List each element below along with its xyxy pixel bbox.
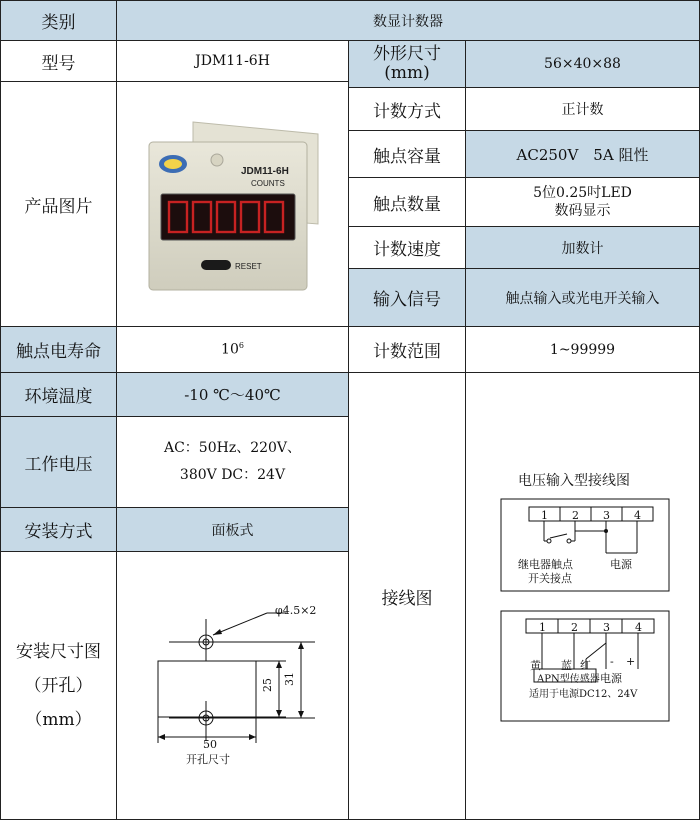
d2-terminal-3: 3 bbox=[603, 621, 610, 634]
d2-terminal-4: 4 bbox=[635, 621, 642, 634]
model-label: 型号 bbox=[41, 53, 76, 74]
contact-capacity-label: 触点容量 bbox=[373, 146, 441, 167]
wiring-label-cell bbox=[348, 372, 466, 820]
device-model-text: JDM11-6H bbox=[240, 166, 289, 177]
size-label-cell bbox=[348, 40, 466, 88]
count-speed-value-cell bbox=[465, 226, 700, 269]
input-signal-label-cell bbox=[348, 268, 466, 327]
cutout-diagram bbox=[117, 552, 350, 821]
count-range-label: 计数范围 bbox=[373, 342, 441, 362]
d2-terminal-1: 1 bbox=[539, 621, 546, 634]
temperature-label: 环境温度 bbox=[24, 387, 93, 407]
dim-25: 25 bbox=[261, 678, 274, 692]
voltage-label: 工作电压 bbox=[24, 454, 93, 475]
temperature-value-cell bbox=[116, 372, 349, 417]
voltage-value-line2: 380V DC：24V bbox=[179, 467, 286, 483]
mounting-value-cell bbox=[116, 507, 349, 552]
photo-label: 产品图片 bbox=[24, 196, 93, 217]
product-photo bbox=[133, 114, 333, 294]
cutout-label-line2: （开孔） bbox=[24, 675, 93, 696]
contact-life-value: $10^6$ bbox=[221, 341, 244, 358]
voltage-label-cell bbox=[0, 416, 117, 508]
hole-note: φ4.5×2 bbox=[275, 604, 317, 617]
size-label-line2: (mm) bbox=[384, 63, 430, 83]
count-range-value-cell bbox=[465, 326, 700, 373]
d2-plus-label: + bbox=[626, 655, 636, 668]
model-value: JDM11-6H bbox=[195, 53, 270, 69]
temperature-label-cell bbox=[0, 372, 117, 417]
device-sub-text: COUNTS bbox=[250, 179, 285, 188]
d2-sensor-label: APN型传感器 bbox=[537, 674, 600, 685]
temperature-value: -10 ℃～40℃ bbox=[184, 386, 281, 404]
contact-capacity-label-cell bbox=[348, 130, 466, 178]
count-range-label-cell bbox=[348, 326, 466, 373]
count-mode-label: 计数方式 bbox=[373, 101, 441, 122]
wiring-diagrams bbox=[466, 373, 700, 821]
d2-yellow-label: 黄 bbox=[530, 659, 541, 672]
contact-life-value-cell bbox=[116, 326, 349, 373]
photo-cell bbox=[116, 81, 349, 327]
device-reset-text: RESET bbox=[234, 262, 262, 271]
d1-power-label: 电源 bbox=[610, 558, 632, 571]
count-speed-value: 加数计 bbox=[561, 240, 604, 257]
size-value: 56×40×88 bbox=[544, 56, 621, 72]
dim-50: 50 bbox=[203, 738, 217, 751]
category-label-cell bbox=[0, 0, 117, 41]
cutout-label-cell bbox=[0, 551, 117, 820]
contact-count-value-cell bbox=[465, 177, 700, 227]
wiring-label: 接线图 bbox=[381, 588, 433, 609]
contact-life-label-cell bbox=[0, 326, 117, 373]
d2-terminal-2: 2 bbox=[571, 621, 578, 634]
category-label: 类别 bbox=[41, 13, 76, 33]
cutout-caption: 开孔尺寸 bbox=[186, 753, 230, 766]
wiring-title: 电压输入型接线图 bbox=[518, 473, 630, 489]
cutout-label-line3: （mm） bbox=[25, 709, 92, 730]
d2-note: 适用于电源DC12、24V bbox=[529, 689, 638, 700]
d2-minus-label: - bbox=[610, 655, 614, 668]
count-mode-value: 正计数 bbox=[561, 102, 604, 118]
mounting-value: 面板式 bbox=[211, 522, 254, 539]
input-signal-value: 触点输入或光电开关输入 bbox=[505, 290, 660, 307]
mounting-label: 安装方式 bbox=[24, 522, 93, 542]
contact-capacity-value: AC250V 5A 阻性 bbox=[516, 145, 649, 164]
wiring-diagram-cell bbox=[465, 372, 700, 820]
contact-life-label: 触点电寿命 bbox=[16, 342, 101, 362]
model-label-cell bbox=[0, 40, 117, 82]
count-mode-value-cell bbox=[465, 87, 700, 131]
contact-count-value-line2: 数码显示 bbox=[554, 203, 611, 219]
contact-count-label-cell bbox=[348, 177, 466, 227]
size-value-cell bbox=[465, 40, 700, 88]
count-speed-label-cell bbox=[348, 226, 466, 269]
count-mode-label-cell bbox=[348, 87, 466, 131]
input-signal-value-cell bbox=[465, 268, 700, 327]
count-speed-label: 计数速度 bbox=[373, 240, 441, 260]
mounting-label-cell bbox=[0, 507, 117, 552]
dim-31: 31 bbox=[283, 672, 296, 686]
count-range-value: 1~99999 bbox=[549, 341, 616, 358]
size-label-line1: 外形尺寸 bbox=[373, 44, 441, 65]
model-value-cell bbox=[116, 40, 349, 82]
voltage-value-cell bbox=[116, 416, 349, 508]
cutout-label-line1: 安装尺寸图 bbox=[16, 641, 101, 662]
contact-count-value-line1: 5位0.25吋LED bbox=[533, 184, 632, 201]
contact-capacity-value-cell bbox=[465, 130, 700, 178]
contact-count-label: 触点数量 bbox=[373, 194, 441, 215]
voltage-value-line1: AC：50Hz、220V、 bbox=[163, 440, 302, 457]
input-signal-label: 输入信号 bbox=[373, 290, 441, 310]
d1-relay-label: 继电器触点 bbox=[518, 558, 573, 571]
d1-terminal-1: 1 bbox=[541, 509, 548, 522]
cutout-diagram-cell bbox=[116, 551, 349, 820]
d1-terminal-4: 4 bbox=[634, 509, 641, 522]
category-value: 数显计数器 bbox=[373, 13, 443, 30]
d2-blue-label: 蓝 bbox=[561, 659, 572, 672]
category-value-cell bbox=[116, 0, 700, 41]
d1-terminal-3: 3 bbox=[603, 509, 610, 522]
d1-terminal-2: 2 bbox=[572, 509, 579, 522]
d1-switch-label: 开关接点 bbox=[528, 572, 572, 585]
d2-red-label: 红 bbox=[580, 659, 591, 672]
d2-power-label: 电源 bbox=[600, 672, 622, 685]
photo-label-cell bbox=[0, 81, 117, 327]
